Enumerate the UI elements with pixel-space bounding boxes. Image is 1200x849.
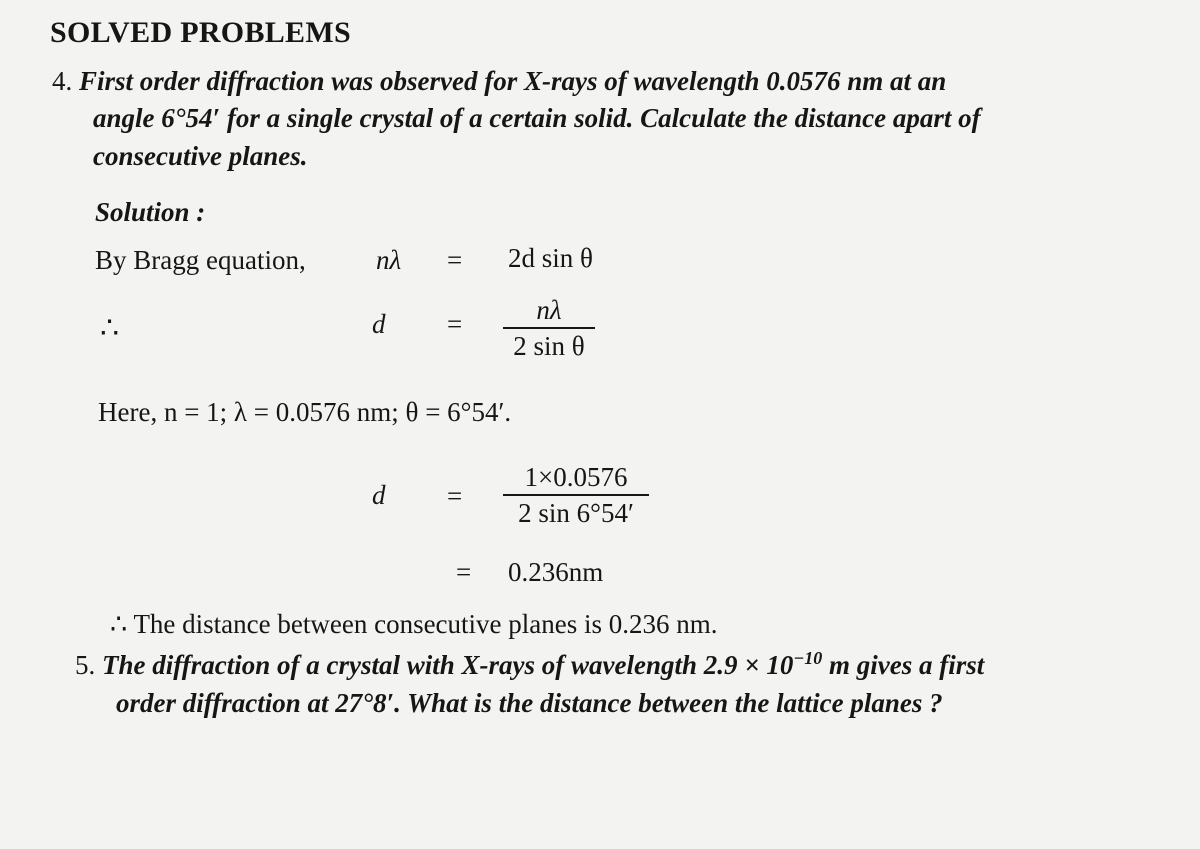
step2-equals: = [447,309,463,339]
problem-4-number: 4. [52,66,73,96]
problem-4-line-1 [52,66,946,97]
conclusion: ∴ The distance between consecutive planes is 0.236 nm. [110,609,718,639]
problem-5-line-1 [75,648,984,681]
bragg-intro: By Bragg equation, [95,245,306,275]
problem-5-line-2: order diffraction at 27°8′. What is the distance between the lattice planes ? [116,688,943,718]
problem-4-text-1: First order diffraction was observed for X-rays of wavelength 0.0576 nm at an [79,66,947,96]
problem-5-exponent: −10 [793,648,823,668]
given-values: Here, n = 1; λ = 0.0576 nm; θ = 6°54′. [98,397,512,427]
bragg-rhs: 2d sin θ [508,243,593,273]
section-heading: SOLVED PROBLEMS [50,16,351,49]
problem-5-number: 5. [75,650,96,680]
bragg-equals: = [447,245,463,275]
step2-fraction [503,294,595,362]
therefore-symbol: ∴ [100,312,120,345]
step3-fraction [503,461,649,529]
problem-5-text-1a: The diffraction of a crystal with X-rays of wavelength 2.9 × 10 [102,650,794,680]
step3-lhs: d [372,480,386,510]
problem-5-text-1b: m gives a first [822,650,985,680]
fraction-bar [503,327,595,329]
solution-label: Solution : [95,197,206,227]
step2-numerator: nλ [536,295,562,325]
step3-denominator: 2 sin 6°54′ [518,498,634,528]
bragg-lhs: nλ [376,245,402,275]
fraction-bar [503,494,649,496]
problem-4-line-2: angle 6°54′ for a single crystal of a certain solid. Calculate the distance apart of [93,103,981,133]
step4-equals: = [456,557,472,587]
step3-equals: = [447,481,463,511]
step2-lhs: d [372,309,386,339]
problem-4-line-3: consecutive planes. [93,141,308,171]
step4-result: 0.236nm [508,557,604,587]
step3-numerator: 1×0.0576 [524,462,628,492]
step2-denominator: 2 sin θ [513,331,585,361]
